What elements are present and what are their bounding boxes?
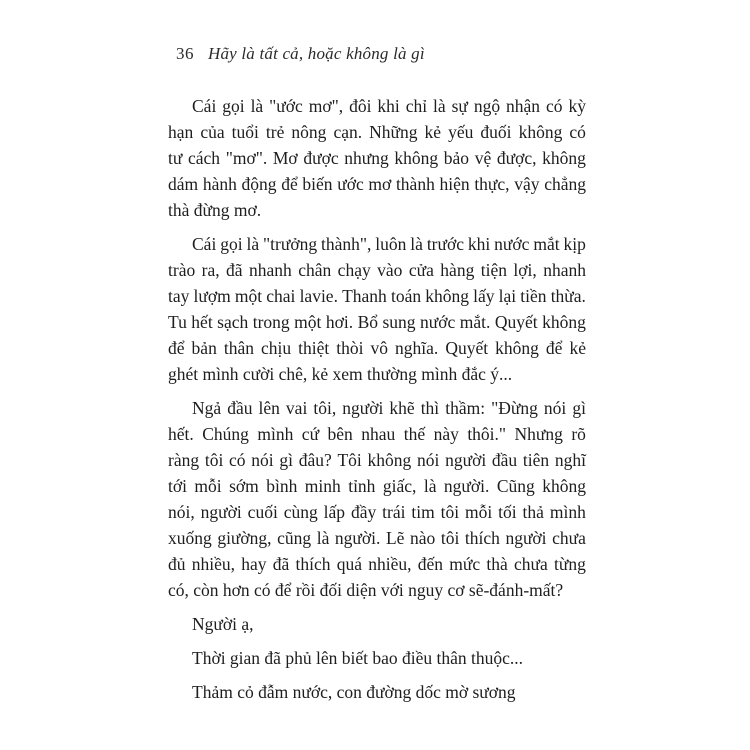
word: hết xyxy=(191,312,213,332)
word: "ước xyxy=(269,96,303,116)
word: gọi xyxy=(222,96,245,116)
text-line xyxy=(168,395,586,421)
word: là xyxy=(250,96,264,116)
word: biến xyxy=(302,174,333,194)
word: thích xyxy=(464,528,500,548)
text-line xyxy=(168,525,586,551)
word: mình xyxy=(257,424,294,444)
word: trẻ xyxy=(265,122,285,142)
word: khi xyxy=(377,96,400,116)
word: cùng xyxy=(283,502,318,522)
word: sung xyxy=(382,312,416,332)
word: đầu xyxy=(491,450,518,470)
word: sạch xyxy=(217,312,249,332)
word: cách xyxy=(188,148,221,168)
word: thôi." xyxy=(467,424,507,444)
text-line: Thảm cỏ đẫm nước, con đường dốc mờ sương xyxy=(192,682,516,702)
word: khẽ xyxy=(389,398,415,418)
word: kỳ xyxy=(568,96,586,116)
word: hơi. xyxy=(325,312,354,332)
body-text xyxy=(168,93,586,705)
paragraph xyxy=(168,395,586,603)
word: đến xyxy=(417,554,444,574)
word: thừa. xyxy=(550,286,586,306)
word: tiên xyxy=(522,450,550,470)
word: để xyxy=(281,174,298,194)
word: trào xyxy=(168,260,196,280)
word: thà xyxy=(486,554,508,574)
paragraph xyxy=(168,93,586,223)
word: tư xyxy=(168,148,183,168)
word: hết. xyxy=(168,424,194,444)
word: mắt xyxy=(533,234,560,254)
text-line xyxy=(168,145,586,171)
word: được, xyxy=(496,148,537,168)
word: người. xyxy=(334,528,381,548)
word: Chúng xyxy=(202,424,249,444)
word: đầu xyxy=(227,398,253,418)
word: mình xyxy=(549,502,586,522)
word: Bổ xyxy=(357,312,379,332)
text-line xyxy=(168,231,586,257)
text-line xyxy=(168,473,586,499)
word: toán xyxy=(390,286,422,306)
word: người xyxy=(505,528,547,548)
text-line xyxy=(168,551,586,577)
word: nói xyxy=(416,450,440,470)
word: Quyết xyxy=(494,312,538,332)
word: xuống xyxy=(168,528,212,548)
word: người xyxy=(200,502,242,522)
word: hạn xyxy=(168,122,194,142)
word: hiện xyxy=(439,174,470,194)
word: kẻ xyxy=(569,338,586,358)
page-number: 36 xyxy=(176,44,194,63)
word: người. xyxy=(443,476,490,496)
text-line: Thời gian đã phủ lên biết bao điều thân thuộc... xyxy=(192,648,523,668)
word: Những xyxy=(369,122,418,142)
word: cứ xyxy=(301,424,320,444)
word: nhiều, xyxy=(368,554,412,574)
word: chạy xyxy=(337,260,371,280)
word: người xyxy=(445,450,487,470)
word: nói, xyxy=(168,502,195,522)
word: kẻ xyxy=(424,122,442,142)
word: đuối xyxy=(480,122,512,142)
word: được xyxy=(303,148,339,168)
word: khi xyxy=(467,234,491,254)
word: bên xyxy=(327,424,353,444)
word: đầy xyxy=(350,502,377,522)
word: nào xyxy=(409,528,436,548)
word: tiền xyxy=(520,286,547,306)
word: nông xyxy=(291,122,327,142)
word: vai xyxy=(285,398,308,418)
word: mắt. xyxy=(459,312,491,332)
word: giấc, xyxy=(382,476,417,496)
word: là xyxy=(410,234,423,254)
paragraph xyxy=(168,679,586,705)
word: "mơ". xyxy=(225,148,268,168)
text-line: ghét mình cười chê, kẻ xem thường mình đắc ý... xyxy=(168,364,513,384)
word: luôn xyxy=(375,234,407,254)
word: một xyxy=(234,286,263,306)
word: thích xyxy=(295,554,331,574)
text-line xyxy=(168,257,586,283)
word: chân xyxy=(298,260,332,280)
word: này xyxy=(433,424,459,444)
word: từng xyxy=(554,554,586,574)
word: ngộ xyxy=(473,96,501,116)
text-line xyxy=(168,421,586,447)
word: sự xyxy=(451,96,468,116)
word: không xyxy=(542,476,586,496)
word: thòi xyxy=(336,338,364,358)
word: chẳng xyxy=(544,174,586,194)
word: Nhưng xyxy=(514,424,563,444)
word: gì xyxy=(572,398,586,418)
word: đủ xyxy=(168,554,186,574)
word: lavie. xyxy=(299,286,338,306)
word: bình xyxy=(266,476,298,496)
word: thành", xyxy=(320,234,372,254)
text-line xyxy=(168,335,586,361)
word: đâu? xyxy=(298,450,332,470)
word: trước xyxy=(426,234,465,254)
word: dám xyxy=(168,174,199,194)
word: đã xyxy=(272,554,290,574)
word: vào xyxy=(377,260,403,280)
word: tôi xyxy=(204,450,224,470)
word: tuổi xyxy=(231,122,259,142)
paragraph xyxy=(168,611,586,637)
word: cửa xyxy=(408,260,434,280)
word: chỉ xyxy=(405,96,428,116)
word: tôi xyxy=(440,528,460,548)
word: tôi xyxy=(440,502,460,522)
word: có xyxy=(569,122,586,142)
word: là xyxy=(316,528,330,548)
word: mỗi xyxy=(465,502,493,522)
word: Lẽ xyxy=(385,528,405,548)
word: Cái xyxy=(192,234,217,254)
word: mơ xyxy=(368,174,392,194)
word: không xyxy=(518,122,563,142)
word: để xyxy=(168,338,185,358)
word: tỉnh xyxy=(348,476,376,496)
word: ước xyxy=(337,174,364,194)
text-line: có, còn hơn có để rồi đối diện với nguy cơ sẽ-đánh-mất? xyxy=(168,580,564,600)
word: Cũng xyxy=(496,476,535,496)
word: gì xyxy=(279,450,293,470)
paragraph xyxy=(168,645,586,671)
word: là xyxy=(423,476,437,496)
word: là xyxy=(433,96,446,116)
word: tôi, xyxy=(313,398,337,418)
word: nước xyxy=(420,312,456,332)
word: Mơ xyxy=(272,148,298,168)
word: ra, xyxy=(201,260,220,280)
word: tim xyxy=(411,502,435,522)
word: lại xyxy=(498,286,517,306)
word: đã xyxy=(226,260,243,280)
text-line: Người ạ, xyxy=(192,614,254,634)
word: giường, xyxy=(217,528,272,548)
word: Tu xyxy=(168,312,187,332)
word: vệ xyxy=(474,148,492,168)
word: ràng xyxy=(168,450,200,470)
word: nghĩa. xyxy=(395,338,439,358)
word: nhiều, xyxy=(191,554,235,574)
text-line xyxy=(168,447,586,473)
word: "trưởng xyxy=(263,234,318,254)
text-line xyxy=(168,499,586,525)
word: không xyxy=(495,338,539,358)
paragraph xyxy=(168,231,586,387)
text-line xyxy=(168,309,586,335)
word: thế xyxy=(403,424,426,444)
page-header xyxy=(176,44,425,64)
word: hay xyxy=(241,554,267,574)
word: không xyxy=(394,148,439,168)
word: thả xyxy=(522,502,544,522)
word: của xyxy=(200,122,225,142)
word: động xyxy=(241,174,277,194)
word: "Đừng xyxy=(491,398,538,418)
word: bảo xyxy=(443,148,470,168)
word: lên xyxy=(258,398,280,418)
word: vậy xyxy=(514,174,540,194)
word: minh xyxy=(304,476,341,496)
word: thân xyxy=(223,338,254,358)
word: lấp xyxy=(323,502,346,522)
word: không xyxy=(367,450,412,470)
word: thì xyxy=(420,398,440,418)
word: nhau xyxy=(361,424,396,444)
word: kịp xyxy=(563,234,586,254)
word: Ngả xyxy=(192,398,222,418)
word: chưa xyxy=(514,554,548,574)
word: gọi xyxy=(220,234,243,254)
word: Tôi xyxy=(337,450,362,470)
text-line: thà đừng mơ. xyxy=(168,200,262,220)
word: chịu xyxy=(261,338,292,358)
word: mỗi xyxy=(194,476,222,496)
word: người xyxy=(342,398,384,418)
word: bản xyxy=(191,338,217,358)
word: hành xyxy=(202,174,237,194)
word: là xyxy=(246,234,260,254)
word: cũng xyxy=(277,528,312,548)
word: tới xyxy=(168,476,187,496)
word: không xyxy=(425,286,469,306)
running-title: Hãy là tất cả, hoặc không là gì xyxy=(208,44,425,63)
word: thực, xyxy=(474,174,510,194)
word: nhanh xyxy=(249,260,292,280)
word: đôi xyxy=(349,96,372,116)
word: rõ xyxy=(571,424,586,444)
word: không xyxy=(542,148,586,168)
word: nhanh xyxy=(543,260,586,280)
word: không xyxy=(542,312,586,332)
text-line xyxy=(168,93,586,119)
word: thầm: xyxy=(445,398,486,418)
text-line xyxy=(168,171,586,197)
word: thiệt xyxy=(298,338,330,358)
word: nói xyxy=(251,450,274,470)
word: lấy xyxy=(473,286,495,306)
word: Cái xyxy=(192,96,217,116)
word: mơ", xyxy=(308,96,344,116)
word: sớm xyxy=(229,476,259,496)
word: chai xyxy=(266,286,296,306)
word: cuối xyxy=(247,502,278,522)
word: mức xyxy=(449,554,481,574)
word: nhận xyxy=(506,96,541,116)
word: cạn. xyxy=(333,122,363,142)
word: trong xyxy=(252,312,290,332)
word: tiện xyxy=(480,260,507,280)
text-line xyxy=(168,283,586,309)
word: trái xyxy=(382,502,406,522)
word: thành xyxy=(395,174,435,194)
word: nhưng xyxy=(344,148,389,168)
word: tay xyxy=(168,286,190,306)
word: có xyxy=(229,450,246,470)
word: vô xyxy=(370,338,389,358)
word: chưa xyxy=(552,528,586,548)
word: lợi, xyxy=(513,260,537,280)
word: nói xyxy=(543,398,567,418)
word: quá xyxy=(336,554,363,574)
word: lượm xyxy=(193,286,231,306)
word: yếu xyxy=(448,122,474,142)
word: nghĩ xyxy=(554,450,586,470)
word: có xyxy=(545,96,563,116)
word: hàng xyxy=(440,260,475,280)
word: Quyết xyxy=(445,338,489,358)
word: nước xyxy=(494,234,530,254)
word: để xyxy=(545,338,563,358)
word: một xyxy=(294,312,322,332)
word: tối xyxy=(498,502,517,522)
text-line xyxy=(168,119,586,145)
word: Thanh xyxy=(342,286,387,306)
